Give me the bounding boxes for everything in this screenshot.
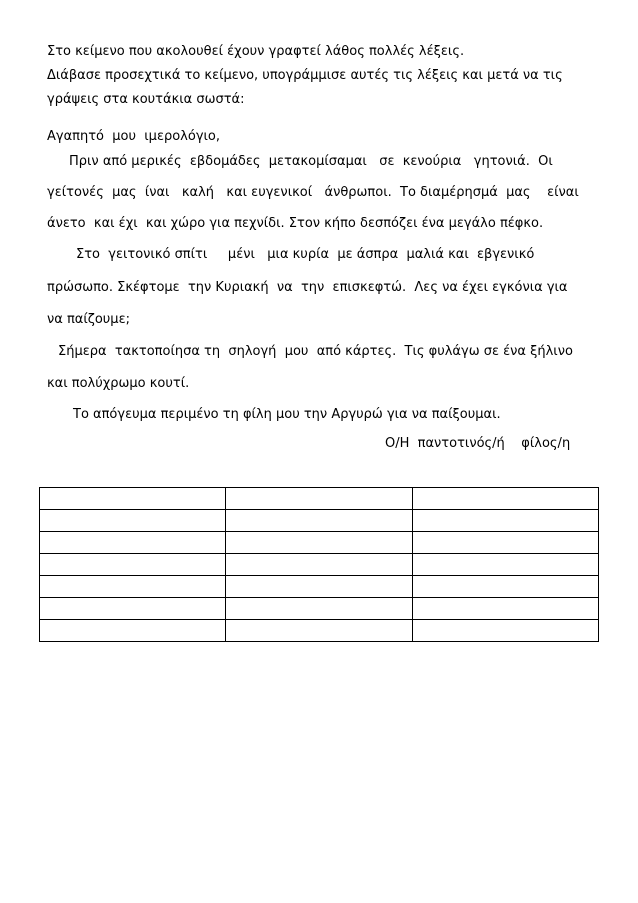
letter-line: γείτονές μας ίναι καλή και ευγενικοί άνθρωποι. Το διαμέρησμά μας είναι bbox=[47, 185, 579, 200]
answer-row bbox=[40, 554, 599, 576]
answer-table-body bbox=[40, 488, 599, 642]
answer-cell[interactable] bbox=[412, 510, 598, 532]
letter-signature: Ο/Η παντοτινός/ή φίλος/η bbox=[385, 436, 571, 451]
answer-cell[interactable] bbox=[40, 598, 226, 620]
answer-cell[interactable] bbox=[412, 620, 598, 642]
answer-cell[interactable] bbox=[226, 620, 412, 642]
letter-line: Σήμερα τακτοποίησα τη σηλογή μου από κάρτες. Τις φυλάγω σε ένα ξήλινο bbox=[58, 344, 573, 359]
answer-cell[interactable] bbox=[226, 532, 412, 554]
letter-line: και πολύχρωμο κουτί. bbox=[47, 376, 190, 391]
answer-cell[interactable] bbox=[40, 554, 226, 576]
answer-row bbox=[40, 510, 599, 532]
answer-cell[interactable] bbox=[40, 532, 226, 554]
instruction-line: γράψεις στα κουτάκια σωστά: bbox=[47, 92, 245, 107]
letter-line: Πριν από μερικές εβδομάδες μετακομίσαμαι σε κενούρια γητονιά. Οι bbox=[69, 154, 553, 169]
answer-cell[interactable] bbox=[40, 510, 226, 532]
letter-line: να παίζουμε; bbox=[47, 312, 130, 327]
answer-row bbox=[40, 576, 599, 598]
answer-cell[interactable] bbox=[412, 576, 598, 598]
answer-row bbox=[40, 488, 599, 510]
answer-cell[interactable] bbox=[412, 554, 598, 576]
answer-table bbox=[39, 487, 599, 642]
letter-line: άνετο και έχι και χώρο για πεχνίδι. Στον κήπο δεσπόζει ένα μεγάλο πέφκο. bbox=[47, 216, 544, 231]
letter-line: Το απόγευμα περιμένο τη φίλη μου την Αργυρώ για να παίξουμαι. bbox=[73, 407, 501, 422]
answer-row bbox=[40, 532, 599, 554]
letter-line: πρώσωπο. Σκέφτομε την Κυριακή να την επισκεφτώ. Λες να έχει εγκόνια για bbox=[47, 280, 568, 295]
answer-row bbox=[40, 620, 599, 642]
letter-line: Στο γειτονικό σπίτι μένι μια κυρία με άσπρα μαλιά και εβγενικό bbox=[76, 247, 535, 262]
answer-cell[interactable] bbox=[412, 598, 598, 620]
answer-cell[interactable] bbox=[226, 598, 412, 620]
instruction-line: Στο κείμενο που ακολουθεί έχουν γραφτεί λάθος πολλές λέξεις. bbox=[47, 44, 465, 59]
answer-cell[interactable] bbox=[412, 532, 598, 554]
answer-row bbox=[40, 598, 599, 620]
answer-cell[interactable] bbox=[412, 488, 598, 510]
answer-cell[interactable] bbox=[226, 576, 412, 598]
instruction-line: Διάβασε προσεχτικά το κείμενο, υπογράμμισε αυτές τις λέξεις και μετά να τις bbox=[47, 68, 563, 83]
answer-cell[interactable] bbox=[40, 576, 226, 598]
answer-cell[interactable] bbox=[226, 488, 412, 510]
answer-cell[interactable] bbox=[226, 510, 412, 532]
letter-greeting: Αγαπητό μου ιμερολόγιο, bbox=[47, 129, 221, 144]
answer-cell[interactable] bbox=[40, 488, 226, 510]
answer-cell[interactable] bbox=[226, 554, 412, 576]
answer-cell[interactable] bbox=[40, 620, 226, 642]
